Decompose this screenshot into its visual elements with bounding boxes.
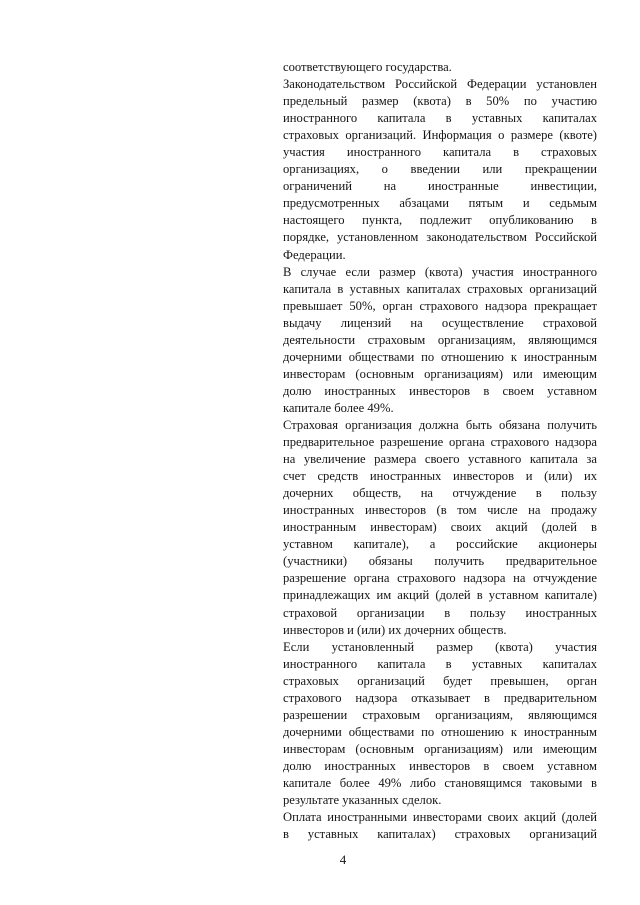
text-line: выдачу лицензий на осуществление страховой [283, 315, 597, 330]
paragraph [283, 639, 597, 809]
paragraph [283, 417, 597, 639]
text-line: Федерации. [283, 247, 346, 262]
text-line: иностранных инвесторов (в том числе на продажу [283, 503, 597, 518]
text-line: В случае если размер (квота) участия иностранного [283, 264, 597, 279]
text-line: соответствующего государства. [283, 60, 452, 74]
text-line: страховых организаций будет превышен, орган [283, 673, 597, 688]
text-line: капитале более 49% либо становящимся таковыми в [283, 775, 597, 790]
text-line: страховой организации в пользу иностранных [283, 605, 597, 620]
text-line: Страховая организация должна быть обязана получить [283, 417, 597, 432]
text-line: инвесторов и (или) их дочерних обществ. [283, 622, 507, 637]
text-line: (участники) обязаны получить предварительное [283, 554, 597, 569]
text-line: Если установленный размер (квота) участия [283, 639, 597, 654]
paragraph [283, 76, 597, 264]
text-line: результате указанных сделок. [283, 793, 442, 808]
text-column [283, 59, 597, 843]
text-line: участия иностранного капитала в страховых [283, 145, 597, 160]
text-line: иностранного капитала в уставных капиталах [283, 111, 597, 126]
text-line: разрешение органа страхового надзора на отчуждение [283, 571, 597, 586]
text-line: Законодательством Российской Федерации установлен [283, 77, 597, 92]
text-line: разрешении страховым организациям, являющимся [283, 707, 597, 722]
text-line: инвесторам (основным организациям) или имеющим [283, 366, 597, 381]
text-line: настоящего пункта, подлежит опубликованию в [283, 213, 597, 228]
paragraph [283, 264, 597, 417]
page-number: 4 [339, 852, 347, 867]
text-line: инвесторам (основным организациям) или имеющим [283, 741, 597, 756]
text-line: страховых организаций. Информация о размере (квоте) [283, 128, 597, 143]
text-line: уставном капитале), а российские акционеры [283, 537, 597, 552]
text-line: предусмотренных абзацами пятым и седьмым [283, 196, 597, 211]
text-line: превышает 50%, орган страхового надзора прекращает [283, 298, 597, 313]
text-line: счет средств иностранных инвесторов и (или) их [283, 469, 597, 484]
text-line: долю иностранных инвесторов в своем уставном [283, 758, 597, 773]
text-line: дочерних обществ, на отчуждение в пользу [283, 486, 597, 501]
text-line: Оплата иностранными инвесторами своих акций (долей [283, 810, 597, 825]
text-line: порядке, установленном законодательством Российской [283, 230, 597, 245]
text-line: предварительное разрешение органа страхового надзора [283, 435, 597, 450]
text-line: дочерними обществами по отношению к иностранным [283, 349, 597, 364]
text-line: иностранного капитала в уставных капиталах [283, 656, 597, 671]
text-line: принадлежащих им акций (долей в уставном капитале) [283, 588, 597, 603]
text-line: на увеличение размера своего уставного капитала за [283, 452, 597, 467]
text-line: дочерними обществами по отношению к иностранным [283, 724, 597, 739]
text-line: капитала в уставных капиталах страховых организаций [283, 281, 597, 296]
paragraph [283, 809, 597, 843]
text-line: капитале более 49%. [283, 400, 394, 415]
text-line: долю иностранных инвесторов в своем уставном [283, 383, 597, 398]
text-line: страхового надзора отказывает в предварительном [283, 690, 597, 705]
paragraph [283, 59, 597, 76]
text-line: ограничений на иностранные инвестиции, [283, 179, 597, 194]
text-line: организациях, о введении или прекращении [283, 162, 597, 177]
text-line: в уставных капиталах) страховых организаций [283, 827, 597, 842]
text-line: предельный размер (квота) в 50% по участию [283, 94, 597, 109]
text-line: иностранным инвесторам) своих акций (долей в [283, 520, 597, 535]
text-line: деятельности страховым организациям, являющимся [283, 332, 597, 347]
